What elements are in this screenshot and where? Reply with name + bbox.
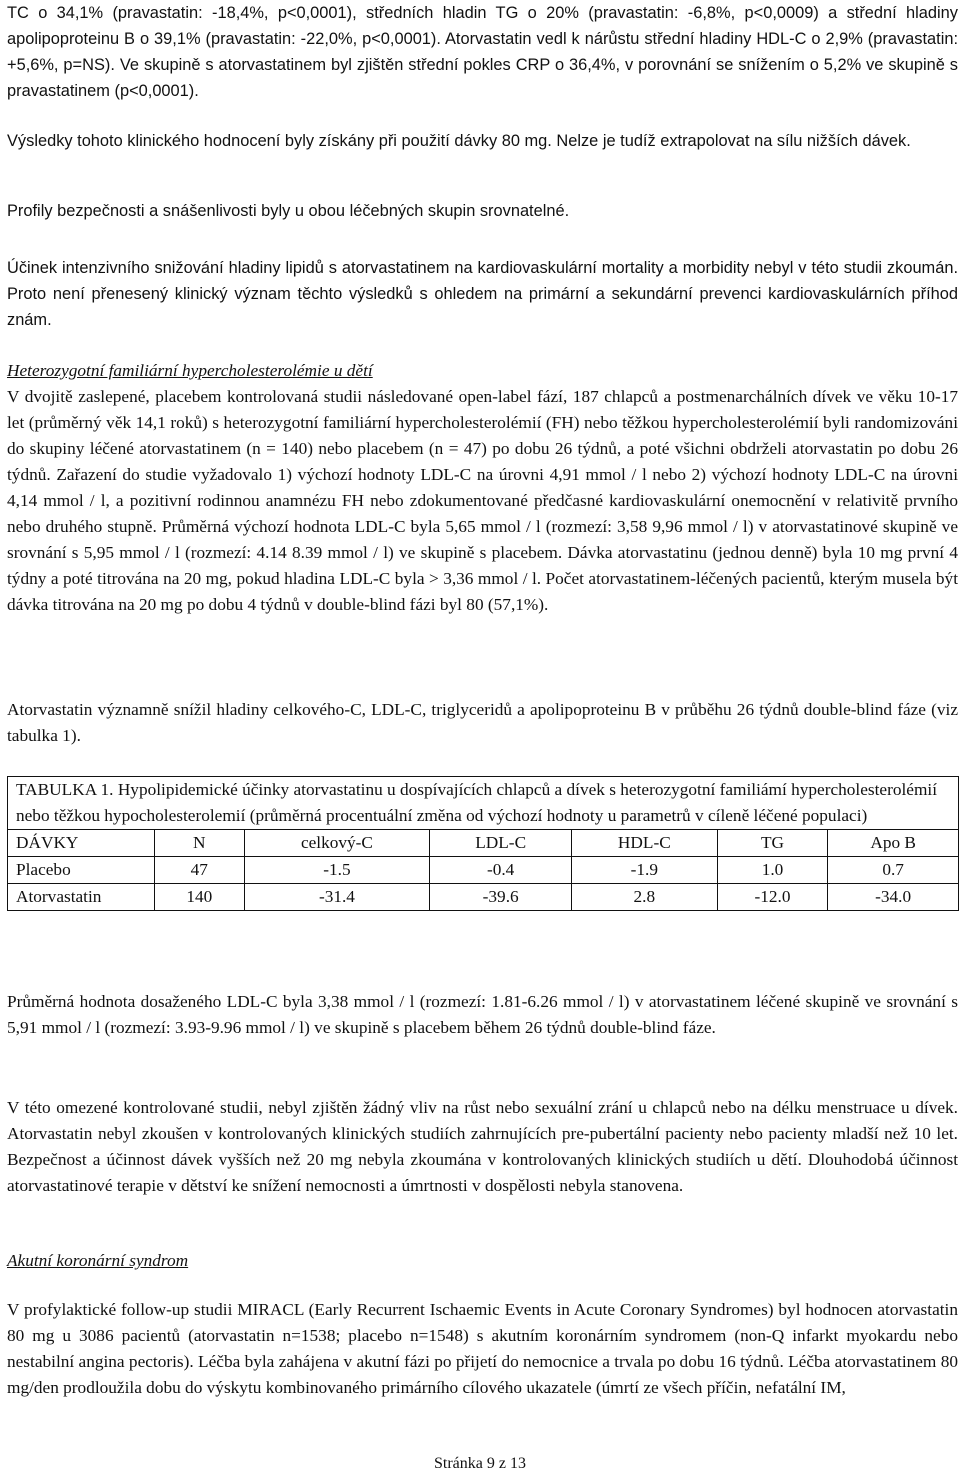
header-cell-apob: Apo B xyxy=(828,830,959,857)
table-cell: 140 xyxy=(155,884,245,911)
section-heading-acs: Akutní koronární syndrom xyxy=(7,1251,189,1270)
table-header-row xyxy=(8,830,959,857)
table-row xyxy=(8,857,959,884)
header-cell-total-c: celkový-C xyxy=(244,830,430,857)
table-cell: Placebo xyxy=(8,857,155,884)
table-cell: 47 xyxy=(155,857,245,884)
table-cell: 0.7 xyxy=(828,857,959,884)
paragraph-results-continued: TC o 34,1% (pravastatin: -18,4%, p<0,0001), středních hladin TG o 20% (pravastatin: -6,8%, p<0,0009) a střední hladiny apolipoproteinu B o 39,1% (pravastatin: -22,0%, p<0,0001). Atorvastatin vedl k nárůstu střední hladiny HDL-C o 2,9% (pravastatin: +5,6%, p=NS). Ve skupině s atorvastatinem byl zjištěn střední pokles CRP o 36,4%, v porovnání se snížením o 5,2% ve skupině s pravastatinem (p<0,0001). xyxy=(7,4,958,100)
paragraph-ldl-achieved: Průměrná hodnota dosaženého LDL-C byla 3,38 mmol / l (rozmezí: 1.81-6.26 mmol / l) v atorvastatinem léčené skupině ve srovnání s 5,91 mmol / l (rozmezí: 3.93-9.96 mmol / l) ve skupině s placebem během 26 týdnů double-blind fáze. xyxy=(7,992,958,1037)
table-cell: -1.5 xyxy=(244,857,430,884)
paragraph-atorvastatin-reduction: Atorvastatin významně snížil hladiny celkového-C, LDL-C, triglyceridů a apolipoproteinu B v průběhu 26 týdnů double-blind fáze (viz tabulka 1). xyxy=(7,700,958,745)
header-cell-n: N xyxy=(155,830,245,857)
paragraph-dose-note: Výsledky tohoto klinického hodnocení byly získány při použití dávky 80 mg. Nelze je tudíž extrapolovat na sílu nižších dávek. xyxy=(7,132,911,150)
header-cell-doses: DÁVKY xyxy=(8,830,155,857)
table-cell: -12.0 xyxy=(717,884,828,911)
header-cell-hdl-c: HDL-C xyxy=(571,830,717,857)
table-cell: Atorvastatin xyxy=(8,884,155,911)
section-heading-pediatric: Heterozygotní familiární hypercholesterolémie u dětí xyxy=(7,361,373,380)
table-cell: -0.4 xyxy=(430,857,572,884)
header-cell-ldl-c: LDL-C xyxy=(430,830,572,857)
paragraph-effect: Účinek intenzivního snižování hladiny lipidů s atorvastatinem na kardiovaskulární mortality a morbidity nebyl v této studii zkoumán. Proto není přenesený klinický význam těchto výsledků s ohledem na primární a sekundární prevenci kardiovaskulárních příhod znám. xyxy=(7,259,958,329)
table-cell: -34.0 xyxy=(828,884,959,911)
paragraph-growth-safety: V této omezené kontrolované studii, nebyl zjištěn žádný vliv na růst nebo sexuální zrání u chlapců nebo na délku menstruace u dívek. Atorvastatin nebyl zkoušen v kontrolovaných klinických studiích zahrnujících pre-pubertální pacienty nebo pacienty mladší než 10 let. Bezpečnost a účinnost dávek vyšších než 20 mg nebyla zkoumána v kontrolovaných klinických studiích u dětí. Dlouhodobá účinnost atorvastatinové terapie v dětství ke snížení nemocnosti a úmrtnosti v dospělosti nebyla stanovena. xyxy=(7,1098,958,1195)
lipid-table xyxy=(7,776,959,911)
table-cell: -39.6 xyxy=(430,884,572,911)
paragraph-miracl: V profylaktické follow-up studii MIRACL (Early Recurrent Ischaemic Events in Acute Coronary Syndromes) byl hodnocen atorvastatin 80 mg u 3086 pacientů (atorvastatin n=1538; placebo n=1548) s akutním koronárním syndromem (non-Q infarkt myokardu nebo nestabilní angina pectoris). Léčba byla zahájena v akutní fázi po přijetí do nemocnice a trvala po dobu 16 týdnů. Léčba atorvastatinem 80 mg/den prodloužila dobu do výskytu kombinovaného primárního cílového ukazatele (úmrtí ze všech příčin, nefatální IM, xyxy=(7,1300,958,1397)
table-cell: -1.9 xyxy=(571,857,717,884)
header-cell-tg: TG xyxy=(717,830,828,857)
table-cell: 1.0 xyxy=(717,857,828,884)
page-number: Stránka 9 z 13 xyxy=(434,1455,526,1472)
table-grid xyxy=(7,829,959,911)
table-row xyxy=(8,884,959,911)
paragraph-pediatric-study: V dvojitě zaslepené, placebem kontrolovaná studii následované open-label fází, 187 chlapců a postmenarchálních dívek ve věku 10-17 let (průměrný věk 14,1 roků) s heterozygotní familiární hypercholesterolémií (FH) nebo těžkou hypercholesterolémií byli randomizováni do skupiny léčené atorvastatinem (n = 140) nebo placebem (n = 47) po dobu 26 týdnů, a poté všichni obdrželi atorvastatin po dobu 26 týdnů. Zařazení do studie vyžadovalo 1) výchozí hodnoty LDL-C na úrovni 4,91 mmol / l nebo 2) výchozí hodnoty LDL-C na úrovni 4,14 mmol / l, a pozitivní rodinnou anamnézu FH nebo zdokumentované předčasné kardiovaskulární onemocnění v relativitě prvního nebo druhého stupně. Průměrná výchozí hodnota LDL-C byla 5,65 mmol / l (rozmezí: 3,58 9,96 mmol / l) v atorvastatinové skupině ve srovnání s 5,95 mmol / l (rozmezí: 4.14 8.39 mmol / l) ve skupině s placebem. Dávka atorvastatinu (jednou denně) byla 10 mg první 4 týdny a poté titrována na 20 mg, pokud hladina LDL-C byla > 3,36 mmol / l. Počet atorvastatinem-léčených pacientů, kterým musela být dávka titrována na 20 mg po dobu 4 týdnů v double-blind fázi byl 80 (57,1%). xyxy=(7,387,958,614)
table-cell: 2.8 xyxy=(571,884,717,911)
table-caption: TABULKA 1. Hypolipidemické účinky atorvastatinu u dospívajících chlapců a dívek s heterozygotní familiámí hypercholesterolémií nebo těžkou hypocholesterolemií (průměrná procentuální změna od výchozí hodnoty u parametrů v cíleně léčené populaci) xyxy=(7,776,959,829)
paragraph-safety: Profily bezpečnosti a snášenlivosti byly u obou léčebných skupin srovnatelné. xyxy=(7,202,570,220)
table-cell: -31.4 xyxy=(244,884,430,911)
